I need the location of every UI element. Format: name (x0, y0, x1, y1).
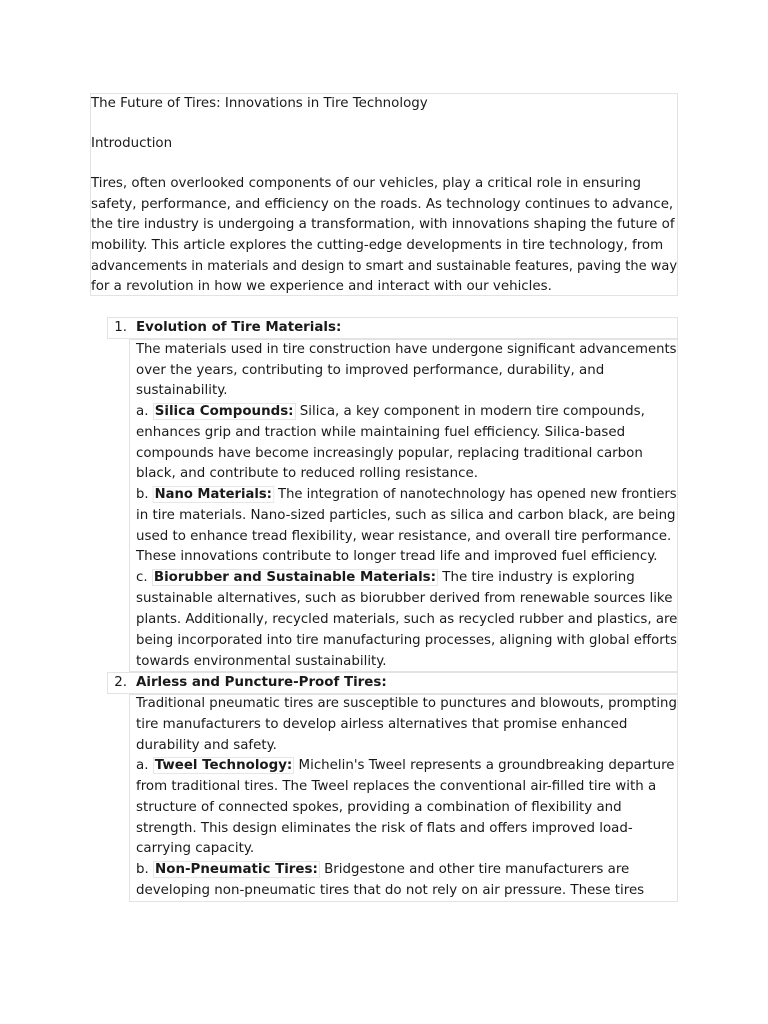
section-1-heading: Evolution of Tire Materials: (136, 320, 342, 335)
section-2-item-a-line: structure of connected spokes, providing a combination of flexibility and (136, 800, 622, 815)
section-1-item-c-line: plants. Additionally, recycled materials, such as recycled rubber and plastics, are (136, 612, 678, 627)
item-prefix: c. (136, 570, 148, 585)
intro-line: for a revolution in how we experience and interact with our vehicles. (91, 279, 552, 294)
section-2-item-b (136, 860, 629, 880)
item-term: Nano Materials: (154, 487, 272, 502)
intro-heading: Introduction (91, 136, 173, 151)
item-term: Silica Compounds: (154, 404, 294, 419)
section-1-item-c-line: sustainable alternatives, such as biorubber derived from renewable sources like (136, 591, 673, 606)
section-1-item-c-line: being incorporated into tire manufacturing processes, aligning with global efforts (136, 633, 677, 648)
section-1-body-line: sustainability. (136, 383, 228, 398)
item-term: Biorubber and Sustainable Materials: (153, 570, 437, 585)
item-prefix: b. (136, 862, 149, 877)
section-2-number: 2. (114, 675, 127, 690)
item-text: The tire industry is exploring (442, 570, 635, 585)
section-2-body-line: tire manufacturers to develop airless alternatives that promise enhanced (136, 717, 628, 732)
section-2-item-a-line: carrying capacity. (136, 841, 255, 856)
section-2-item-a-line: strength. This design eliminates the risk of flats and offers improved load- (136, 821, 633, 836)
section-1-item-c-line: towards environmental sustainability. (136, 654, 387, 669)
item-text: Michelin's Tweel represents a groundbreaking departure (298, 758, 675, 773)
item-text: Silica, a key component in modern tire compounds, (299, 404, 645, 419)
document-title: The Future of Tires: Innovations in Tire Technology (91, 96, 428, 111)
section-1-item-a-line: compounds have become increasingly popular, replacing traditional carbon (136, 446, 643, 461)
section-1-item-b-line: used to enhance tread flexibility, wear resistance, and overall tire performance. (136, 529, 672, 544)
section-1-number: 1. (114, 320, 127, 335)
section-1-body-line: over the years, contributing to improved performance, durability, and (136, 363, 605, 378)
item-prefix: b. (136, 487, 149, 502)
item-prefix: a. (136, 758, 149, 773)
item-text: Bridgestone and other tire manufacturers are (324, 862, 630, 877)
section-2-body-line: Traditional pneumatic tires are susceptible to punctures and blowouts, prompting (136, 696, 677, 711)
item-text: The integration of nanotechnology has opened new frontiers (278, 487, 677, 502)
section-1-item-b-line: These innovations contribute to longer tread life and improved fuel efficiency. (136, 549, 658, 564)
section-1-body-line: The materials used in tire construction have undergone significant advancements (136, 342, 677, 357)
intro-line: safety, performance, and efficiency on the roads. As technology continues to advance, (91, 197, 674, 212)
item-term: Non-Pneumatic Tires: (155, 862, 318, 877)
intro-line: the tire industry is undergoing a transformation, with innovations shaping the future of (91, 217, 675, 232)
section-1-item-c (136, 568, 635, 588)
section-2-item-a (136, 756, 675, 776)
section-1-item-a-line: black, and contribute to reduced rolling resistance. (136, 466, 478, 481)
intro-line: Tires, often overlooked components of our vehicles, play a critical role in ensuring (91, 176, 641, 191)
section-1-item-b (136, 485, 677, 505)
section-1-item-b-line: in tire materials. Nano-sized particles, such as silica and carbon black, are being (136, 508, 676, 523)
intro-line: advancements in materials and design to smart and sustainable features, paving the way (91, 259, 678, 274)
section-2-heading: Airless and Puncture-Proof Tires: (136, 675, 387, 690)
intro-line: mobility. This article explores the cutting-edge developments in tire technology, from (91, 238, 664, 253)
section-2-body-line: durability and safety. (136, 738, 277, 753)
item-prefix: a. (136, 404, 149, 419)
section-1-item-a-line: enhances grip and traction while maintaining fuel efficiency. Silica-based (136, 425, 626, 440)
section-2-item-a-line: from traditional tires. The Tweel replaces the conventional air-filled tire with a (136, 779, 657, 794)
section-2-item-b-line: developing non-pneumatic tires that do not rely on air pressure. These tires (136, 883, 645, 898)
item-term: Tweel Technology: (154, 758, 293, 773)
section-1-item-a (136, 402, 645, 422)
